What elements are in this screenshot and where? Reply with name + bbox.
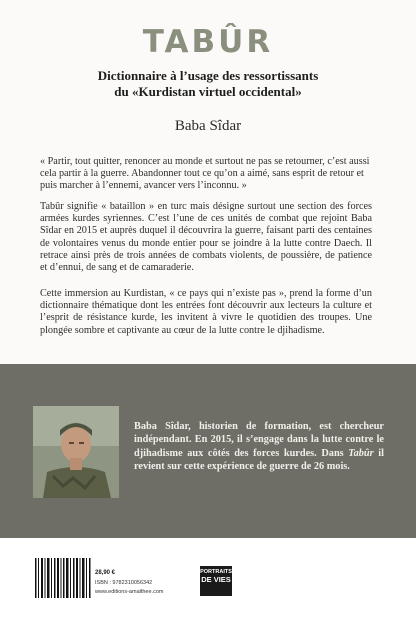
logo-line-2: DE VIES <box>201 575 231 584</box>
author-photo <box>33 406 119 498</box>
subtitle-line-2: du «Kurdistan virtuel occidental» <box>114 84 302 99</box>
collection-logo <box>200 566 232 596</box>
subtitle-line-1: Dictionnaire à l’usage des ressortissants <box>97 68 319 83</box>
barcode-icon <box>33 556 93 604</box>
publisher-website: www.editions-amalthee.com <box>95 589 164 595</box>
author-bio <box>134 420 384 473</box>
bio-book-title: Tabûr <box>348 447 374 459</box>
isbn-label: ISBN : 9782310056342 <box>95 580 153 586</box>
book-subtitle <box>20 68 396 100</box>
book-title: TABÛR <box>142 24 274 60</box>
author-portrait-icon <box>33 406 119 498</box>
blurb-paragraph-3: Cette immersion au Kurdistan, « ce pays qui n’existe pas », prend la forme d’un dictionnaire thématique dont les entrées font découvrir aux lecteurs la culture et l’esprit de résistance kurde, les invitent à vivre le quotidien des troupes. Une plongée sombre et captivante au cœur de la lutte contre le djihadisme. <box>40 288 372 336</box>
bio-text-end: il revient sur cette expérience de guerre de 26 mois. <box>134 447 384 472</box>
blurb-quote: « Partir, tout quitter, renoncer au monde et surtout ne pas se retourner, c’est aussi cela partir à la guerre. Abandonner tout ce qu’on a aimé, sans esprit de retour et puis marcher à l’ennemi, avancer vers l’inconnu. » <box>40 156 370 192</box>
author-name: Baba Sîdar <box>174 118 242 134</box>
logo-line-1: PORTRAITS <box>200 569 232 575</box>
price-label: 28,90 € <box>95 570 116 576</box>
blurb-paragraph-2: Tabûr signifie « bataillon » en turc mais désigne surtout une section des forces armées kurdes syriennes. C’est l’une de ces unités de combat que rejoint Baba Sîdar en 2015 et auprès duquel il découvrira la guerre, faisant parti des centaines de volontaires venus du monde entier pour se joindre à la lutte contre Daech. Il retrace ainsi près de trois années de combats violents, de poussière, de patience et d’ennui, de sang et de camaraderie. <box>40 201 372 274</box>
bio-text: Baba Sîdar, historien de formation, est chercheur indépendant. En 2015, il s’engage dans la lutte contre le djihadisme aux côtés des forces kurdes. Dans <box>134 421 384 459</box>
